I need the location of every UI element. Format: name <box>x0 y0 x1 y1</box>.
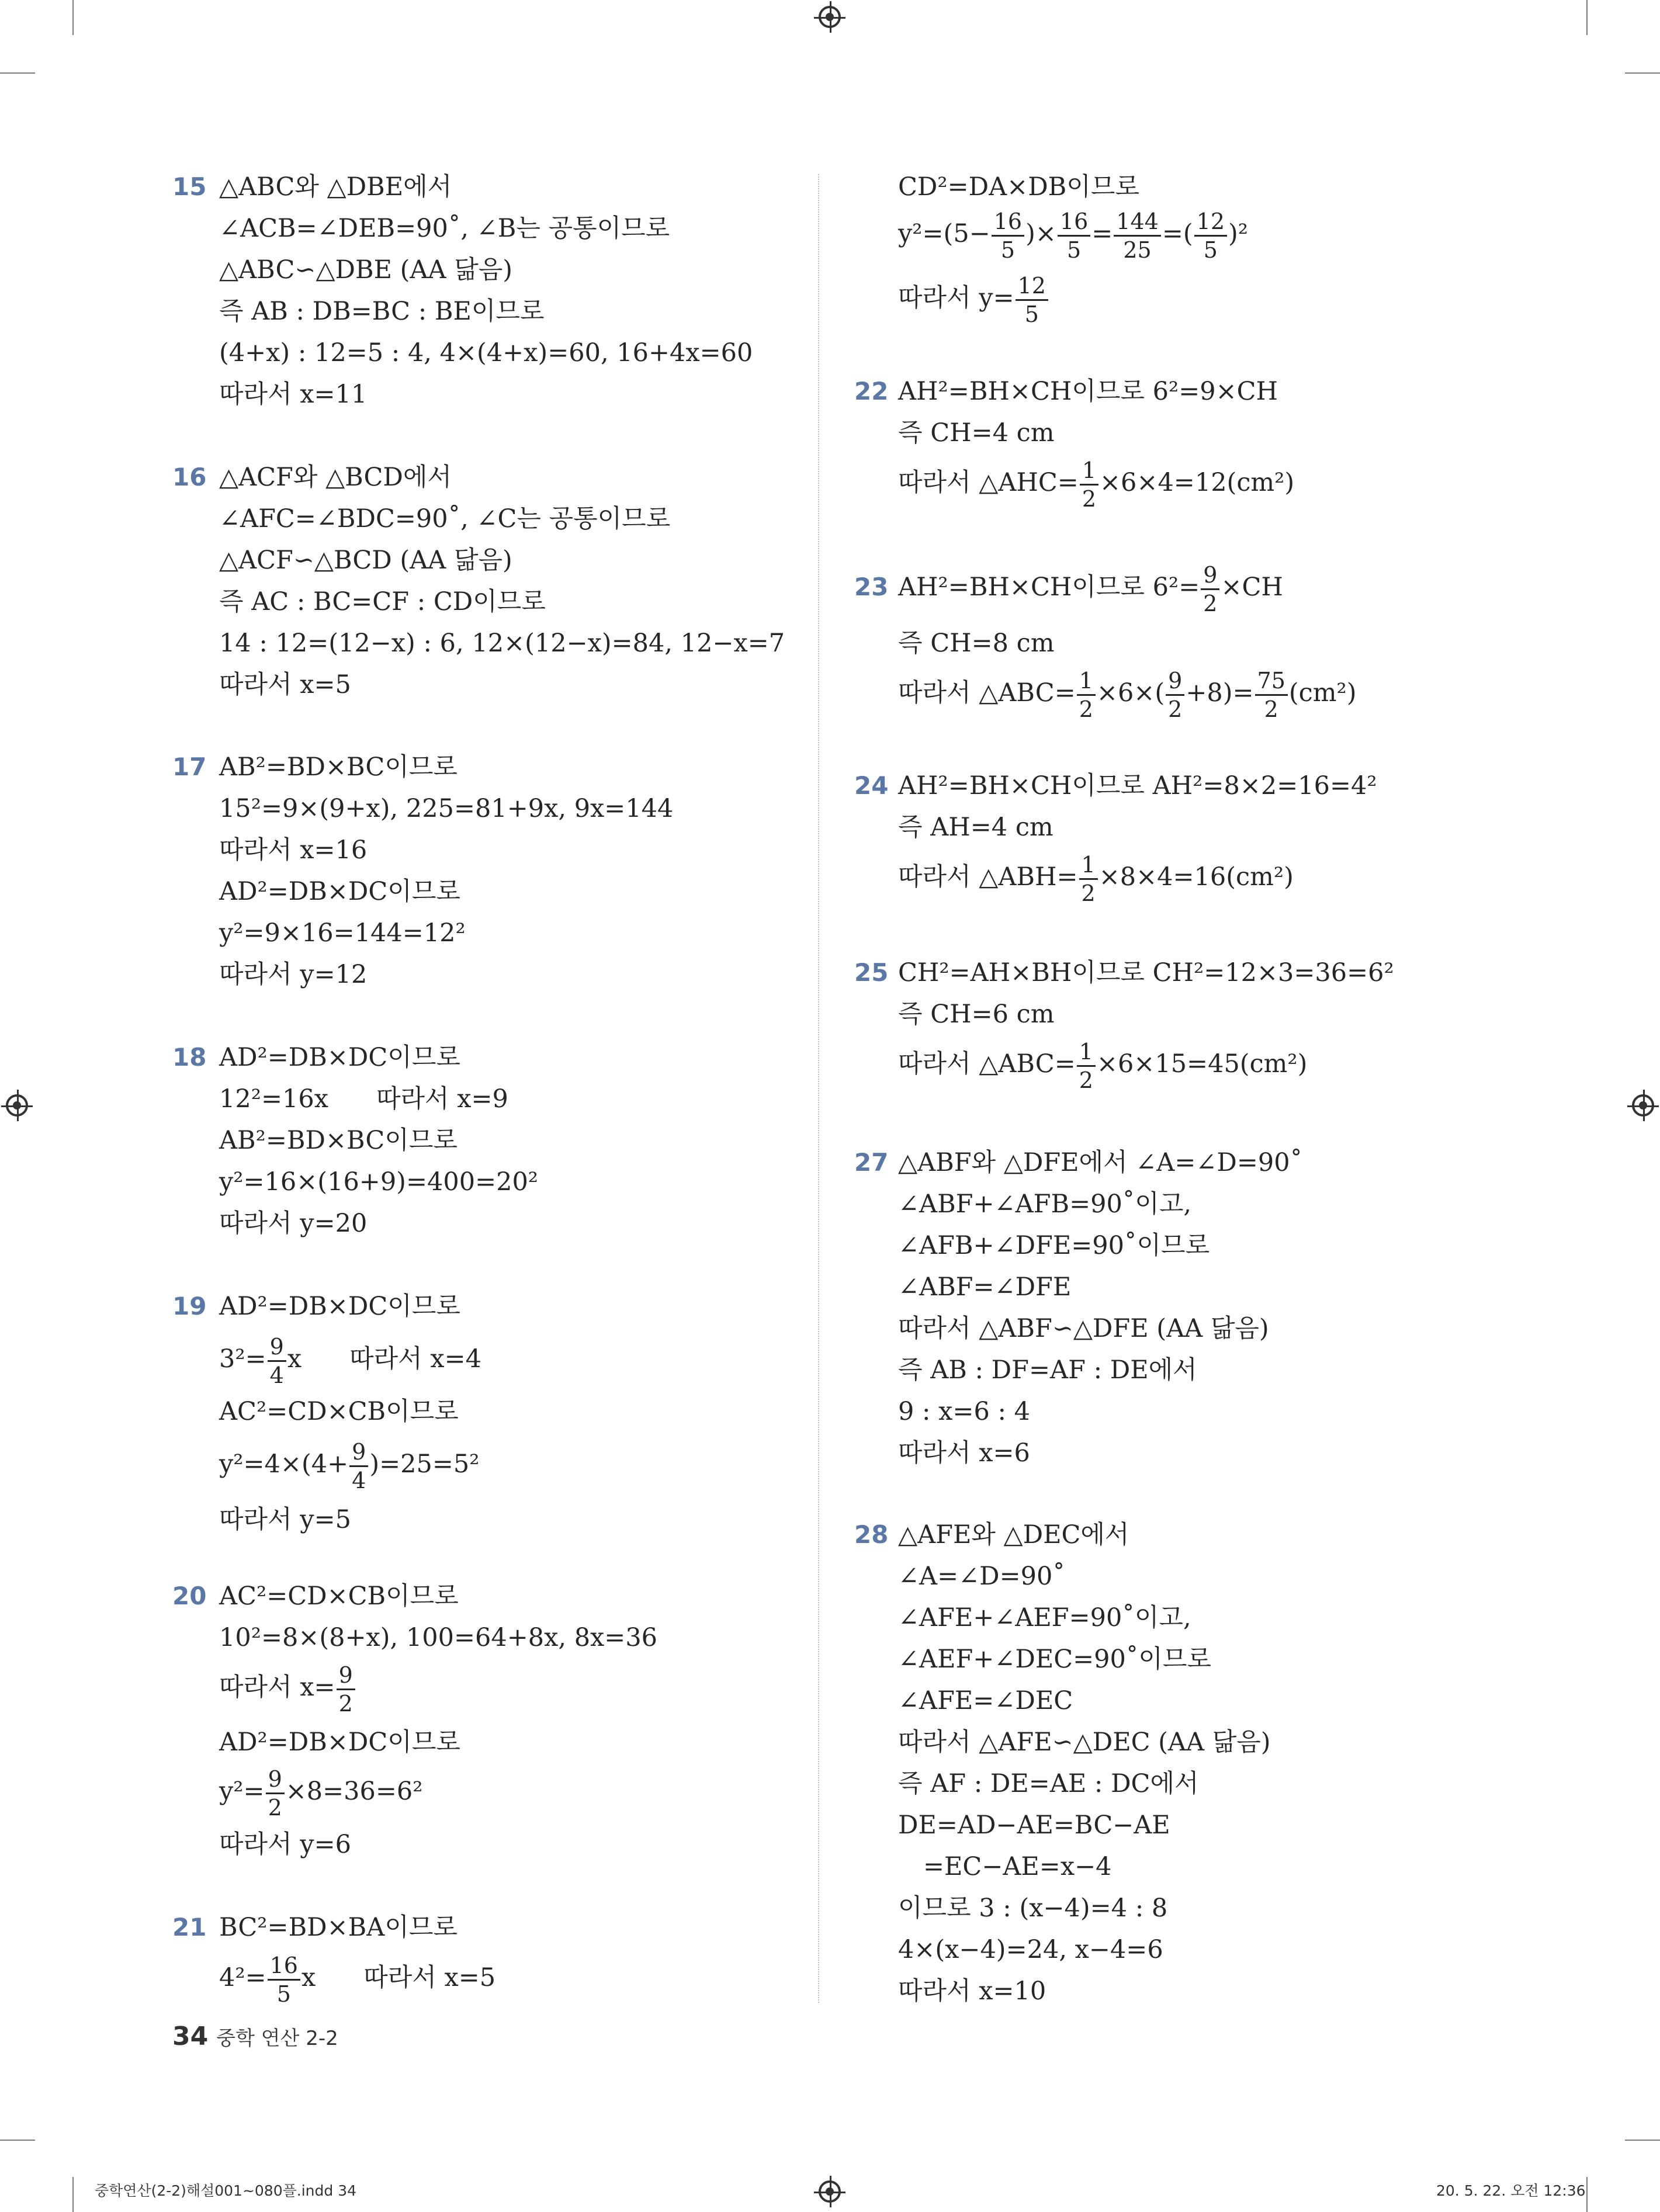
denominator: 5 <box>1024 301 1039 327</box>
denominator: 5 <box>1066 237 1082 263</box>
denominator: 5 <box>276 1981 291 2007</box>
fraction <box>1194 208 1227 264</box>
expr-part: y²=4×(4+ <box>219 1450 349 1479</box>
solution-line: AH²=BH×CH이므로 AH²=8×2=16=4² <box>898 771 1377 800</box>
page-footer <box>172 2022 338 2051</box>
solution-line <box>898 555 1283 619</box>
column-divider <box>818 174 819 2003</box>
numerator: 75 <box>1255 667 1288 696</box>
expr-part: = <box>1091 219 1113 248</box>
expr-part: × <box>1035 219 1056 248</box>
numerator: 1 <box>1077 1038 1096 1067</box>
fraction <box>1016 272 1048 328</box>
solution-line: 따라서 x=10 <box>898 1977 1046 2006</box>
solution-line <box>219 1759 423 1823</box>
solution-line: ∠A=∠D=90˚ <box>898 1562 1065 1591</box>
expr-part: AH²=BH×CH이므로 6²= <box>898 573 1200 602</box>
numerator: 9 <box>266 1766 285 1794</box>
solution-line: AB²=BD×BC이므로 <box>219 753 458 782</box>
solution-line: △AFE와 △DEC에서 <box>898 1520 1129 1549</box>
fraction <box>992 208 1024 264</box>
print-slug-date: 20. 5. 22. 오전 12:36 <box>1436 2182 1586 2199</box>
numerator: 16 <box>992 208 1024 237</box>
solution-line <box>898 266 1049 330</box>
numerator: 9 <box>349 1438 368 1467</box>
solution-line: y²=(5− $\frac{16}{5}$ )× $\frac{16}{5}$ = $\frac{144}{25}$ =( $\frac{12}{5}$ )² <box>898 208 1249 263</box>
denominator: 5 <box>1203 237 1218 263</box>
solution-line: △ABF와 △DFE에서 ∠A=∠D=90˚ <box>898 1148 1303 1177</box>
denominator: 2 <box>1079 696 1093 722</box>
solution-line: 15²=9×(9+x), 225=81+9x, 9x=144 <box>219 794 674 823</box>
solution-line: 12²=16x 따라서 x=9 <box>219 1084 508 1114</box>
solution-line: (4+x) : 12=5 : 4, 4×(4+x)=60, 16+4x=60 <box>219 338 753 367</box>
solution-line: 따라서 y=12 <box>219 960 368 989</box>
solution-line <box>219 1946 495 2010</box>
expr-part: ×6×4=12(cm²) <box>1100 468 1295 497</box>
solution-line: AC²=CD×CB이므로 <box>219 1582 459 1611</box>
expr-part: 따라서 △ABH= <box>898 862 1078 892</box>
fraction <box>1166 667 1184 723</box>
denominator: 2 <box>1203 590 1218 616</box>
solution-line: 따라서 x=16 <box>219 835 368 865</box>
denominator: 2 <box>338 1690 353 1717</box>
solution-line: 즉 AB : DB=BC : BE이므로 <box>219 297 545 326</box>
solution-line: AB²=BD×BC이므로 <box>219 1126 458 1155</box>
solution-line: DE=AD−AE=BC−AE <box>898 1811 1170 1840</box>
solution-line: BC²=BD×BA이므로 <box>219 1913 458 1942</box>
solution-line: ∠AFB+∠DFE=90˚이므로 <box>898 1231 1210 1260</box>
solution-line: y²=16×(16+9)=400=20² <box>219 1167 539 1197</box>
problem-number: 21 <box>172 1913 207 1941</box>
fraction <box>1114 208 1161 264</box>
solution-line: ∠AFC=∠BDC=90˚, ∠C는 공통이므로 <box>219 504 671 533</box>
denominator: 4 <box>269 1362 284 1388</box>
print-slug-file: 중학연산(2-2)해설001~080플.indd 34 <box>95 2182 357 2199</box>
solution-line <box>898 450 1294 515</box>
expr-part: 따라서 △AHC= <box>898 468 1079 497</box>
solution-line: 즉 CH=8 cm <box>898 629 1055 658</box>
solution-line: 즉 CH=6 cm <box>898 1000 1055 1029</box>
crop-mark <box>72 2177 74 2212</box>
problem-number: 28 <box>854 1520 889 1549</box>
crop-mark <box>0 72 35 74</box>
expr-part: ×6×( <box>1096 678 1165 708</box>
expr-part: y²=(5− <box>898 219 990 248</box>
solution-line: 따라서 y=5 <box>219 1505 351 1534</box>
solution-line: 즉 AB : DF=AF : DE에서 <box>898 1355 1197 1385</box>
solution-line: 따라서 x=6 <box>898 1438 1030 1468</box>
solution-line: ∠ABF+∠AFB=90˚이고, <box>898 1190 1192 1219</box>
expr-part: y²= <box>219 1777 265 1806</box>
solution-line: ∠AFE+∠AEF=90˚이고, <box>898 1603 1191 1632</box>
solution-line <box>219 1327 481 1391</box>
fraction <box>1201 561 1219 617</box>
solution-line: 즉 AH=4 cm <box>898 813 1053 842</box>
solution-line: 따라서 y=20 <box>219 1209 368 1238</box>
fraction <box>268 1952 300 2008</box>
solution-line: ∠AFE=∠DEC <box>898 1686 1073 1715</box>
denominator: 2 <box>1264 696 1278 722</box>
expr-part: ×8=36=6² <box>285 1777 423 1806</box>
expr-part: 3²= <box>219 1344 266 1374</box>
crop-mark <box>1625 2140 1660 2141</box>
denominator: 4 <box>352 1467 366 1493</box>
problem-number: 17 <box>172 753 207 781</box>
expr-part: 따라서 △ABC= <box>898 678 1076 708</box>
solution-line: 이므로 3 : (x−4)=4 : 8 <box>898 1894 1168 1923</box>
denominator: 2 <box>1079 1067 1093 1093</box>
problem-number: 24 <box>854 771 889 800</box>
fraction <box>1255 667 1288 723</box>
registration-mark-icon <box>819 2180 841 2203</box>
registration-mark-icon <box>819 6 841 28</box>
crop-mark <box>1625 72 1660 74</box>
expr-part: ×6×15=45(cm²) <box>1096 1049 1308 1079</box>
registration-mark-icon <box>1632 1094 1654 1117</box>
problem-number: 20 <box>172 1582 207 1610</box>
expr-part: x 따라서 x=5 <box>301 1963 496 1992</box>
problem-number: 15 <box>172 172 207 201</box>
expr-part: +8)= <box>1186 678 1254 708</box>
numerator: 9 <box>1166 667 1184 696</box>
solution-line: △ABC∽△DBE (AA 닮음) <box>219 255 513 285</box>
solution-line: ∠ACB=∠DEB=90˚, ∠B는 공통이므로 <box>219 214 670 243</box>
problem-number: 19 <box>172 1292 207 1320</box>
solution-line: 14 : 12=(12−x) : 6, 12×(12−x)=84, 12−x=7 <box>219 629 785 658</box>
denominator: 2 <box>1082 486 1097 512</box>
solution-line: 10²=8×(8+x), 100=64+8x, 8x=36 <box>219 1623 658 1652</box>
solution-line: △ACF와 △BCD에서 <box>219 463 452 492</box>
crop-mark <box>72 0 74 35</box>
denominator: 5 <box>1000 237 1015 263</box>
problem-number: 25 <box>854 958 889 987</box>
expr-part: ×8×4=16(cm²) <box>1098 862 1294 892</box>
solution-line: 즉 CH=4 cm <box>898 418 1055 448</box>
numerator: 16 <box>268 1952 300 1981</box>
fraction <box>1077 667 1096 723</box>
solution-line <box>898 661 1357 725</box>
expr-part: 따라서 x= <box>219 1673 335 1702</box>
solution-line: 즉 AC : BC=CF : CD이므로 <box>219 587 546 616</box>
solution-line <box>898 845 1294 909</box>
numerator: 144 <box>1114 208 1161 237</box>
solution-line: AD²=DB×DC이므로 <box>219 1292 460 1321</box>
denominator: 2 <box>268 1794 282 1821</box>
book-title: 중학 연산 2-2 <box>216 2027 338 2050</box>
solution-line: 따라서 △ABF∽△DFE (AA 닮음) <box>898 1314 1269 1343</box>
solution-line <box>898 1032 1307 1096</box>
numerator: 16 <box>1058 208 1090 237</box>
problem-number: 27 <box>854 1148 889 1177</box>
problem-number: 18 <box>172 1043 207 1072</box>
solution-line: 4×(x−4)=24, x−4=6 <box>898 1935 1163 1964</box>
expr-part: (cm²) <box>1288 678 1357 708</box>
problem-number: 23 <box>854 573 889 601</box>
denominator: 2 <box>1168 696 1183 722</box>
crop-mark <box>1586 0 1588 35</box>
numerator: 9 <box>337 1662 355 1690</box>
solution-line: 즉 AF : DE=AE : DC에서 <box>898 1769 1199 1798</box>
solution-line: △ACF∽△BCD (AA 닮음) <box>219 546 512 575</box>
solution-line: CH²=AH×BH이므로 CH²=12×3=36=6² <box>898 958 1394 987</box>
expr-part: x 따라서 x=4 <box>287 1344 481 1374</box>
solution-line: ∠AEF+∠DEC=90˚이므로 <box>898 1645 1211 1674</box>
solution-line <box>219 1655 356 1719</box>
expr-part: =( <box>1162 219 1193 248</box>
numerator: 12 <box>1016 272 1048 301</box>
solution-line: △ABC와 △DBE에서 <box>219 172 452 202</box>
crop-mark <box>0 2140 35 2141</box>
crop-mark <box>1586 2177 1588 2212</box>
numerator: 1 <box>1077 667 1096 696</box>
solution-line: 따라서 y=6 <box>219 1830 351 1859</box>
solution-line: y²=9×16=144=12² <box>219 918 466 948</box>
solution-line: AC²=CD×CB이므로 <box>219 1397 459 1426</box>
fraction <box>266 1766 285 1821</box>
fraction <box>1077 1038 1096 1094</box>
expr-part: 4²= <box>219 1963 266 1992</box>
solution-line: AD²=DB×DC이므로 <box>219 1728 460 1757</box>
registration-mark-icon <box>6 1094 28 1117</box>
solution-line: AH²=BH×CH이므로 6²=9×CH <box>898 377 1278 406</box>
fraction <box>337 1662 355 1717</box>
solution-line: AD²=DB×DC이므로 <box>219 1043 460 1072</box>
numerator: 12 <box>1194 208 1227 237</box>
expr-part: 따라서 △ABC= <box>898 1049 1076 1079</box>
solution-line: ∠ABF=∠DFE <box>898 1273 1072 1302</box>
numerator: 1 <box>1080 457 1098 486</box>
problem-number: 22 <box>854 377 889 405</box>
solution-line: CD²=DA×DB이므로 <box>898 172 1139 202</box>
numerator: 9 <box>1201 561 1219 590</box>
solution-line: =EC−AE=x−4 <box>923 1852 1112 1881</box>
solution-line: AD²=DB×DC이므로 <box>219 877 460 906</box>
numerator: 9 <box>268 1333 286 1362</box>
page-number: 34 <box>172 2022 209 2051</box>
fraction <box>1079 851 1098 907</box>
solution-line: 따라서 x=5 <box>219 670 351 699</box>
problem-number: 16 <box>172 463 207 491</box>
solution-line: 따라서 △AFE∽△DEC (AA 닮음) <box>898 1728 1271 1757</box>
numerator: 1 <box>1079 851 1098 880</box>
fraction <box>268 1333 286 1389</box>
denominator: 2 <box>1081 880 1096 906</box>
solution-line: 9 : x=6 : 4 <box>898 1397 1031 1426</box>
expr-part: ×CH <box>1221 573 1283 602</box>
solution-line: 따라서 x=11 <box>219 380 368 409</box>
fraction <box>1080 457 1098 512</box>
fraction <box>349 1438 368 1494</box>
denominator: 25 <box>1123 237 1152 263</box>
solution-line: y²=4×(4+ $\frac{9}{4}$ )=25=5² <box>219 1438 480 1493</box>
expr-part: 따라서 y= <box>898 283 1014 313</box>
fraction <box>1058 208 1090 264</box>
expr-part: =25=5² <box>379 1450 480 1479</box>
